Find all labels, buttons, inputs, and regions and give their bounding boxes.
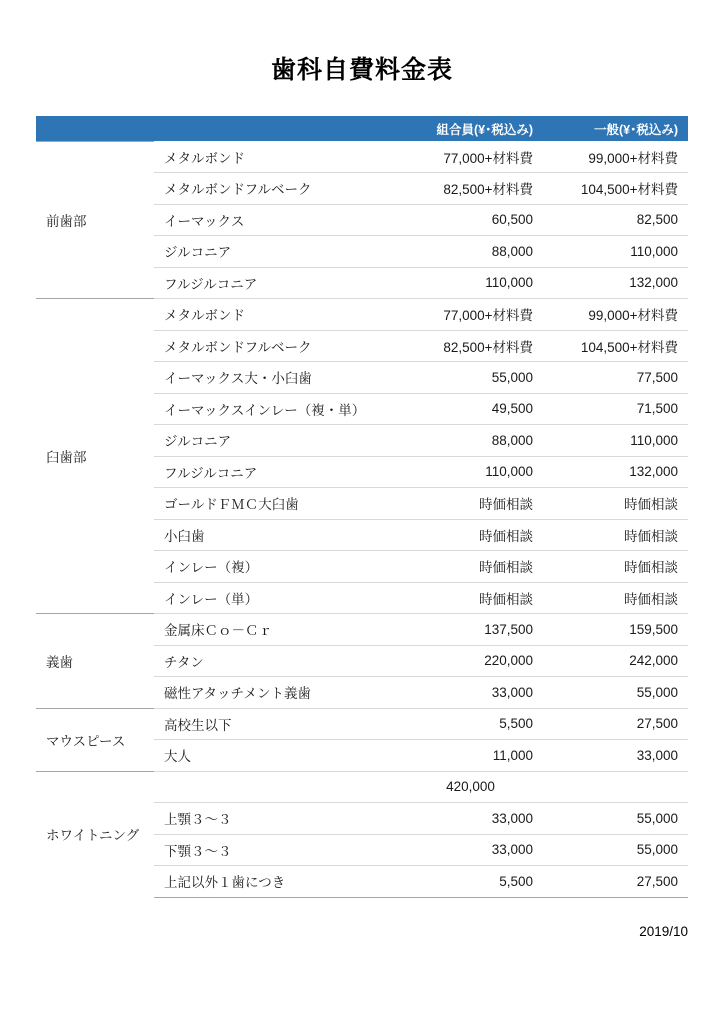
- item-cell: 大人: [154, 740, 398, 772]
- table-row: [36, 141, 688, 173]
- general-price-cell: 時価相談: [543, 551, 688, 583]
- item-cell: フルジルコニア: [154, 456, 398, 488]
- member-price-cell: 時価相談: [398, 488, 543, 520]
- member-price-cell: 5,500: [398, 708, 543, 740]
- item-cell: 上記以外１歯につき: [154, 866, 398, 898]
- table-row: [36, 299, 688, 331]
- item-cell: メタルボンドフルベーク: [154, 173, 398, 205]
- item-cell: チタン: [154, 645, 398, 677]
- table-row: [36, 708, 688, 740]
- member-price-cell: 77,000+材料費: [398, 141, 543, 173]
- column-header-item: [154, 116, 398, 141]
- item-cell: フルジルコニア: [154, 267, 398, 299]
- item-cell: 金属床Ｃｏ－Ｃｒ: [154, 614, 398, 646]
- general-price-cell: 159,500: [543, 614, 688, 646]
- member-price-cell: 33,000: [398, 834, 543, 866]
- item-cell: メタルボンド: [154, 299, 398, 331]
- column-header-category: [36, 116, 154, 141]
- table-row: [36, 614, 688, 646]
- member-price-cell: 時価相談: [398, 519, 543, 551]
- item-cell: [154, 771, 398, 803]
- member-price-cell: 60,500: [398, 204, 543, 236]
- item-cell: イーマックスインレー（複・単）: [154, 393, 398, 425]
- general-price-cell: 時価相談: [543, 488, 688, 520]
- member-price-cell: 33,000: [398, 677, 543, 709]
- general-price-cell: 132,000: [543, 456, 688, 488]
- item-cell: 上顎３～３: [154, 803, 398, 835]
- member-price-cell: 時価相談: [398, 551, 543, 583]
- member-price-cell: 82,500+材料費: [398, 173, 543, 205]
- page-title: 歯科自費料金表: [270, 56, 453, 84]
- category-cell: [36, 141, 154, 299]
- item-cell: ジルコニア: [154, 236, 398, 268]
- general-price-cell: 55,000: [543, 803, 688, 835]
- table-header-row: [36, 116, 688, 141]
- general-price-cell: 33,000: [543, 740, 688, 772]
- category-label: 義歯: [46, 654, 73, 670]
- category-cell: [36, 614, 154, 709]
- general-price-cell: 99,000+材料費: [543, 141, 688, 173]
- item-cell: メタルボンド: [154, 141, 398, 173]
- category-cell: [36, 708, 154, 771]
- general-price-cell: 104,500+材料費: [543, 330, 688, 362]
- category-label: ホワイトニング: [46, 828, 140, 844]
- member-price-cell: 時価相談: [398, 582, 543, 614]
- member-price-cell: 110,000: [398, 267, 543, 299]
- general-price-cell: 77,500: [543, 362, 688, 394]
- member-price-cell: 55,000: [398, 362, 543, 394]
- item-cell: 下顎３～３: [154, 834, 398, 866]
- item-cell: イーマックス大・小臼歯: [154, 362, 398, 394]
- item-cell: 磁性アタッチメント義歯: [154, 677, 398, 709]
- category-label: マウスピース: [46, 733, 126, 749]
- general-price-cell: 55,000: [543, 677, 688, 709]
- member-price-cell: 110,000: [398, 456, 543, 488]
- member-price-cell: 77,000+材料費: [398, 299, 543, 331]
- price-table: [36, 116, 688, 898]
- category-cell: [36, 771, 154, 897]
- general-price-cell: 242,000: [543, 645, 688, 677]
- member-price-cell: 11,000: [398, 740, 543, 772]
- general-price-cell: 82,500: [543, 204, 688, 236]
- item-cell: 小臼歯: [154, 519, 398, 551]
- category-cell: [36, 299, 154, 614]
- member-price-cell: 220,000: [398, 645, 543, 677]
- member-price-cell: 33,000: [398, 803, 543, 835]
- general-price-cell: 99,000+材料費: [543, 299, 688, 331]
- item-cell: イーマックス: [154, 204, 398, 236]
- general-price-cell: 110,000: [543, 425, 688, 457]
- general-price-cell: 時価相談: [543, 519, 688, 551]
- general-price-cell: 104,500+材料費: [543, 173, 688, 205]
- member-price-cell: 88,000: [398, 425, 543, 457]
- table-body: [36, 141, 688, 897]
- item-cell: インレー（単）: [154, 582, 398, 614]
- general-price-cell: [543, 771, 688, 803]
- member-price-cell: 49,500: [398, 393, 543, 425]
- member-price-cell: 420,000: [398, 771, 543, 803]
- member-price-cell: 137,500: [398, 614, 543, 646]
- general-price-cell: 71,500: [543, 393, 688, 425]
- item-cell: ゴールドＦＭＣ大臼歯: [154, 488, 398, 520]
- general-price-cell: 55,000: [543, 834, 688, 866]
- general-price-cell: 時価相談: [543, 582, 688, 614]
- item-cell: ジルコニア: [154, 425, 398, 457]
- item-cell: インレー（複）: [154, 551, 398, 583]
- category-label: 臼歯部: [46, 450, 87, 465]
- table-header: [36, 116, 688, 141]
- general-price-cell: 27,500: [543, 866, 688, 898]
- category-label: 前歯部: [46, 213, 87, 229]
- general-price-cell: 110,000: [543, 236, 688, 268]
- general-price-cell: 27,500: [543, 708, 688, 740]
- column-header-general-price: 一般(¥･税込み): [543, 116, 688, 141]
- general-price-cell: 132,000: [543, 267, 688, 299]
- member-price-cell: 5,500: [398, 866, 543, 898]
- member-price-cell: 82,500+材料費: [398, 330, 543, 362]
- column-header-member-price: 組合員(¥･税込み): [398, 116, 543, 141]
- table-row: [36, 771, 688, 803]
- revision-date: 2019/10: [639, 924, 688, 939]
- member-price-cell: 88,000: [398, 236, 543, 268]
- item-cell: 高校生以下: [154, 708, 398, 740]
- item-cell: メタルボンドフルベーク: [154, 330, 398, 362]
- price-table-wrapper: [36, 116, 688, 898]
